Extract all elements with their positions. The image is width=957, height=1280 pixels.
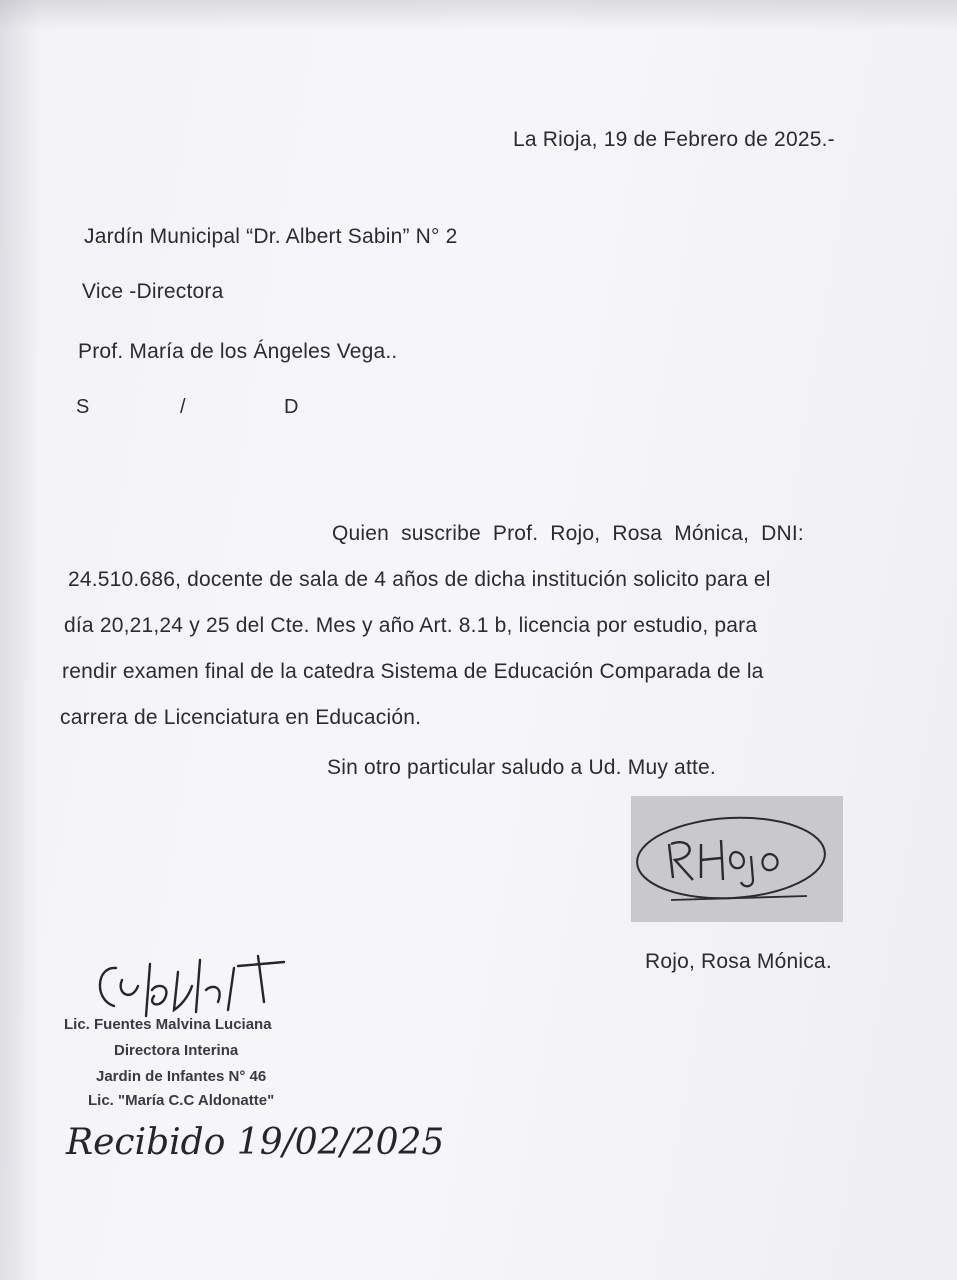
body-line: 24.510.686, docente de sala de 4 años de dicha institución solicito para el (68, 568, 771, 591)
body-line: Quien suscribe Prof. Rojo, Rosa Mónica, DNI: (332, 522, 804, 545)
stamp-line: Directora Interina (114, 1042, 239, 1059)
letter-date: La Rioja, 19 de Febrero de 2025.- (513, 128, 835, 151)
stamp-line: Lic. Fuentes Malvina Luciana (64, 1016, 272, 1033)
sd-s: S (76, 396, 90, 418)
paper-shadow-top (0, 0, 957, 30)
received-note-text: Recibido 19/02/2025 (66, 1122, 445, 1163)
signer-name: Rojo, Rosa Mónica. (645, 950, 832, 973)
signature-drawing (631, 796, 843, 922)
body-line: rendir examen final de la catedra Sistema de Educación Comparada de la (62, 660, 764, 683)
stamp-line: Jardin de Infantes N° 46 (96, 1068, 267, 1085)
signature-image (631, 796, 843, 922)
sd-d: D (284, 396, 299, 418)
addressee-name: Prof. María de los Ángeles Vega.. (78, 340, 398, 363)
addressee-position: Vice -Directora (82, 280, 224, 303)
received-note (62, 1112, 445, 1172)
addressee-institution: Jardín Municipal “Dr. Albert Sabin” N° 2 (84, 225, 458, 248)
body-line: carrera de Licenciatura en Educación. (60, 706, 422, 729)
closing-line: Sin otro particular saludo a Ud. Muy atte. (327, 756, 716, 779)
paper-shadow-left (0, 0, 40, 1280)
sd-slash: / (180, 396, 186, 418)
stamp-line: Lic. "María C.C Aldonatte" (88, 1092, 275, 1109)
body-line: día 20,21,24 y 25 del Cte. Mes y año Art. 8.1 b, licencia por estudio, para (64, 614, 758, 637)
